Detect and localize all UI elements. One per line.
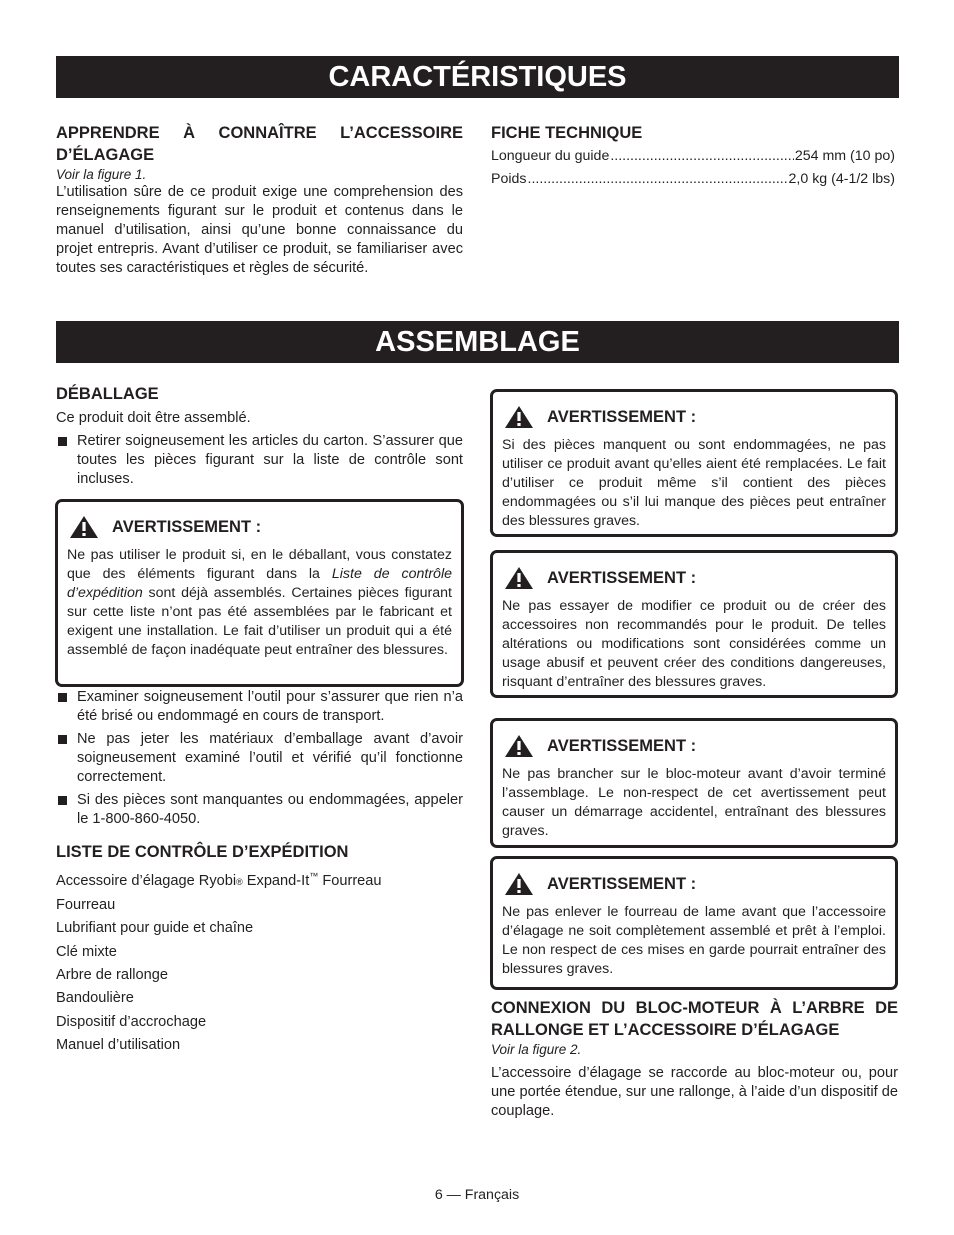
apprendre-heading: APPRENDRE À CONNAÎTRE L’ACCESSOIRE D’ÉLAGAGE bbox=[56, 124, 463, 164]
list-item: Ne pas jeter les matériaux d’emballage avant d’avoir soigneusement examiné l’outil et vérifié qu’il fonctionne correctement. bbox=[56, 730, 463, 787]
registered-mark: ® bbox=[236, 876, 243, 887]
shipping-item: Arbre de rallonge bbox=[56, 967, 168, 984]
warning-label: AVERTISSEMENT : bbox=[112, 517, 262, 536]
warning-text: Ne pas essayer de modifier ce produit ou de créer des accessoires non recommandés pour le produit. De telles altérations ou modifications sont considérées comme un usage abusif et peuvent créer des conditions dangereuses, risquant d’entraîner des blessures graves. bbox=[502, 598, 886, 690]
warning-text: Si des pièces manquent ou sont endommagées, ne pas utiliser ce produit avant qu’elles aient été remplacées. Le fait d’utiliser ce produit même s’il contient des pièces endommagées ou s’il lui manque des pièces peut entraîner des blessures graves. bbox=[502, 437, 886, 529]
deballage-section bbox=[56, 383, 463, 489]
liste-heading: LISTE DE CONTRÔLE D’EXPÉDITION bbox=[56, 843, 349, 861]
warning-box-brancher bbox=[490, 718, 898, 848]
trademark-mark: ™ bbox=[309, 871, 319, 881]
deballage-heading: DÉBALLAGE bbox=[56, 385, 159, 403]
warning-triangle-icon bbox=[69, 515, 99, 539]
page-footer: 6 — Français bbox=[434, 1187, 520, 1203]
section-banner-caracteristiques: CARACTÉRISTIQUES bbox=[56, 56, 899, 98]
deballage-list-1 bbox=[56, 432, 463, 489]
spec-row-poids bbox=[491, 168, 895, 191]
deballage-list-2-wrap bbox=[56, 688, 463, 829]
dot-leader bbox=[528, 168, 788, 191]
deballage-list-2 bbox=[56, 688, 463, 829]
item-text: Expand-It bbox=[242, 872, 310, 889]
warning-triangle-icon bbox=[504, 405, 534, 429]
warning-box-liste bbox=[55, 499, 464, 687]
warning-text-part: sont déjà assemblés. Certaines pièces figurant sur cette liste n’ont pas été assemblées par le fabricant et exigent une installation. Le fait d’utiliser un produit qui a été assemblé de façon inadéquate peut entraîner des blessures. bbox=[67, 585, 452, 658]
shipping-item: Dispositif d’accrochage bbox=[56, 1013, 207, 1030]
spec-row-longueur bbox=[491, 145, 895, 168]
shipping-item: Fourreau bbox=[56, 897, 116, 914]
warning-box-pieces bbox=[490, 389, 898, 537]
spec-value: 2,0 kg (4-1/2 lbs) bbox=[788, 171, 895, 187]
liste-reference-italic: Liste de contrôle d’expédition bbox=[67, 566, 452, 601]
section-banner-assemblage: ASSEMBLAGE bbox=[56, 321, 899, 363]
shipping-item: Lubrifiant pour guide et chaîne bbox=[56, 920, 254, 937]
apprendre-section bbox=[56, 122, 463, 278]
shipping-item: Manuel d’utilisation bbox=[56, 1036, 181, 1053]
warning-label: AVERTISSEMENT : bbox=[547, 736, 697, 755]
warning-header bbox=[504, 871, 886, 897]
dot-leader bbox=[610, 145, 794, 168]
warning-box-fourreau bbox=[490, 856, 898, 990]
spec-label: Poids bbox=[491, 171, 527, 187]
connexion-section bbox=[491, 997, 898, 1121]
apprendre-paragraph: L’utilisation sûre de ce produit exige une comprehension des renseignements figurant sur le produit et contenus dans le manuel d’utilisation, ainsi qu’une bonne connaissance du projet entrepris. Avant d’utiliser ce produit, se familiariser avec toutes ses caractéristiques et règles de sécurité. bbox=[56, 184, 463, 276]
spec-label: Longueur du guide bbox=[491, 148, 610, 164]
list-item: Si des pièces sont manquantes ou endommagées, appeler le 1-800-860-4050. bbox=[56, 791, 463, 829]
shipping-item: Bandoulière bbox=[56, 990, 134, 1007]
connexion-heading: CONNEXION DU BLOC-MOTEUR À L’ARBRE DE RALLONGE ET L’ACCESSOIRE D’ÉLAGAGE bbox=[491, 999, 898, 1039]
warning-text bbox=[67, 546, 452, 660]
warning-header bbox=[504, 733, 886, 759]
liste-controle-section bbox=[56, 841, 463, 1057]
warning-triangle-icon bbox=[504, 566, 534, 590]
figure-reference: Voir la figure 1. bbox=[56, 167, 147, 182]
warning-label: AVERTISSEMENT : bbox=[547, 568, 697, 587]
fiche-technique-heading: FICHE TECHNIQUE bbox=[491, 124, 643, 142]
warning-label: AVERTISSEMENT : bbox=[547, 407, 697, 426]
spec-value: 254 mm (10 po) bbox=[794, 148, 895, 164]
figure-reference: Voir la figure 2. bbox=[491, 1042, 582, 1057]
fiche-technique-section bbox=[491, 122, 895, 191]
warning-header bbox=[504, 404, 886, 430]
warning-label: AVERTISSEMENT : bbox=[547, 874, 697, 893]
warning-header bbox=[69, 514, 452, 540]
deballage-intro: Ce produit doit être assemblé. bbox=[56, 410, 251, 426]
warning-triangle-icon bbox=[504, 734, 534, 758]
list-item: Examiner soigneusement l’outil pour s’assurer que rien n’a été brisé ou endommagé en cours de transport. bbox=[56, 688, 463, 726]
item-text: Fourreau bbox=[318, 872, 382, 889]
item-text: Accessoire d’élagage Ryobi bbox=[56, 872, 237, 889]
warning-header bbox=[504, 565, 886, 591]
warning-text: Ne pas enlever le fourreau de lame avant que l’accessoire d’élagage ne soit complètement assemblé et prêt à l’emploi. Le non respect de ces mises en garde pourrait entraîner des blessures graves. bbox=[502, 904, 886, 977]
warning-text-part: Ne pas utiliser le produit si, en le déballant, vous constatez que des éléments figurant dans la bbox=[67, 547, 452, 582]
warning-box-modifier bbox=[490, 550, 898, 698]
warning-triangle-icon bbox=[504, 872, 534, 896]
shipping-item bbox=[56, 865, 463, 894]
connexion-paragraph: L’accessoire d’élagage se raccorde au bloc-moteur ou, pour une portée étendue, sur une rallonge, à l’aide d’un dispositif de couplage. bbox=[491, 1065, 898, 1119]
warning-text: Ne pas brancher sur le bloc-moteur avant d’avoir terminé l’assemblage. Le non-respect de cet avertissement peut causer un démarrage accidentel, entraînant des blessures graves. bbox=[502, 766, 886, 839]
shipping-item: Clé mixte bbox=[56, 943, 117, 960]
list-item: Retirer soigneusement les articles du carton. S’assurer que toutes les pièces figurant sur la liste de contrôle sont incluses. bbox=[56, 432, 463, 489]
